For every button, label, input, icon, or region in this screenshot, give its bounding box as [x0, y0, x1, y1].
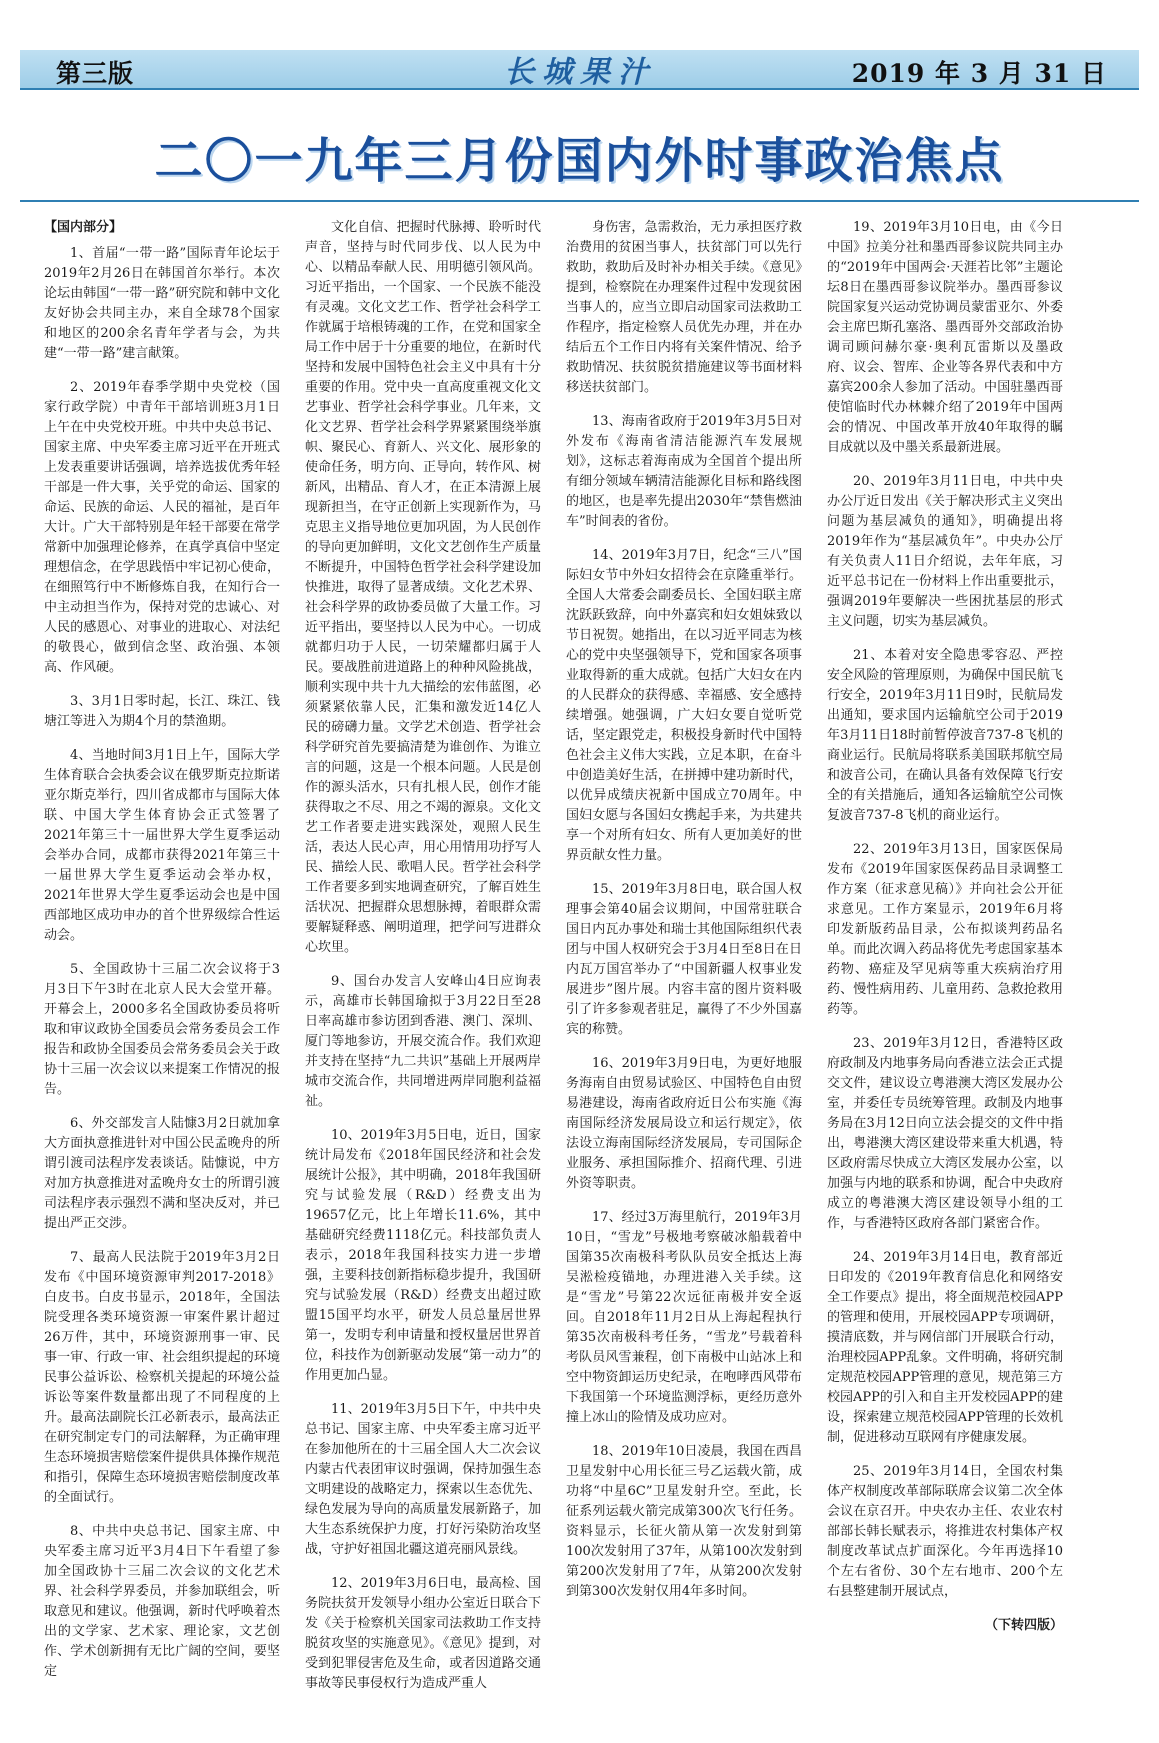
news-item: 14、2019年3月7日，纪念“三八”国际妇女节中外妇女招待会在京隆重举行。全国人大常委会副委员长、全国妇联主席沈跃跃致辞，向中外嘉宾和妇女姐妹致以节日祝贺。她指出，在以习近平同志为核心的党中央坚强领导下，党和国家各项事业取得新的重大成就。包括广大妇女在内的人民群众的获得感、幸福感、安全感持续增强。她强调，广大妇女要自觉听党话，坚定跟党走，积极投身新时代中国特色社会主义伟大实践，立足本职，在奋斗中创造美好生活，在拼搏中建功新时代，以优异成绩庆祝新中国成立70周年。中国妇女愿与各国妇女携起手来，为共建共享一个对所有妇女、所有人更加美好的世界贡献女性力量。 [566, 548, 802, 863]
continued-note: （下转四版） [984, 1618, 1063, 1633]
news-item: 10、2019年3月5日电，近日，国家统计局发布《2018年国民经济和社会发展统计公报》，其中明确，2018年我国研究与试验发展（R&D）经费支出为19657亿元，比上年增长11.6%，其中基础研究经费1118亿元。科技部负责人表示，2018年我国科技实力进一步增强，主要科技创新指标稳步提升，我国研究与试验发展（R&D）经费支出超过欧盟15国平均水平，研发人员总量居世界第一，发明专利申请量和授权量居世界首位，科技作为创新驱动发展“第一动力”的作用更加凸显。 [305, 1128, 541, 1383]
masthead-title: 长城果汁 [504, 55, 656, 90]
news-item: 4、当地时间3月1日上午，国际大学生体育联合会执委会议在俄罗斯克拉斯诺亚尔斯克举行，四川省成都市与国际大体联、中国大学生体育协会正式签署了2021年第三十一届世界大学生夏季运动会举办合同，成都市获得2021年第三十一届世界大学生夏季运动会举办权，2021年世界大学生夏季运动会也是中国西部地区成功申办的首个世界级综合性运动会。 [44, 748, 280, 943]
page-headline: 二〇一九年三月份国内外时事政治焦点 [154, 133, 1005, 189]
news-item: 5、全国政协十三届二次会议将于3月3日下午3时在北京人民大会堂开幕。开幕会上，2000多名全国政协委员将听取和审议政协全国委员会常务委员会工作报告和政协全国委员会常务委员会关于政协十三届一次会议以来提案工作情况的报告。 [44, 962, 280, 1097]
article-column-3 [566, 218, 802, 1728]
news-item: 11、2019年3月5日下午，中共中央总书记、国家主席、中央军委主席习近平在参加他所在的十三届全国人大二次会议内蒙古代表团审议时强调，保持加强生态文明建设的战略定力，探索以生态优先、绿色发展为导向的高质量发展新路子，加大生态系统保护力度，打好污染防治攻坚战，守护好祖国北疆这道亮丽风景线。 [305, 1402, 541, 1557]
news-item: 16、2019年3月9日电，为更好地服务海南自由贸易试验区、中国特色自由贸易港建设，海南省政府近日公布实施《海南国际经济发展局设立和运行规定》，依法设立海南国际经济发展局，专司国际企业服务、承担国际推介、招商代理、引进外资等职责。 [566, 1056, 802, 1191]
news-item: 身伤害，急需救治，无力承担医疗救治费用的贫困当事人，扶贫部门可以先行救助，救助后及时补办相关手续。《意见》提到，检察院在办理案件过程中发现贫困当事人的，应当立即启动国家司法救助工作程序，指定检察人员优先办理，并在办结后五个工作日内将有关案件情况、给予救助情况、扶贫脱贫措施建议等书面材料移送扶贫部门。 [566, 220, 802, 395]
news-item: 15、2019年3月8日电，联合国人权理事会第40届会议期间，中国常驻联合国日内瓦办事处和瑞士其他国际组织代表团与中国人权研究会于3月4日至8日在日内瓦万国宫举办了“中国新疆人权事业发展进步”图片展。内容丰富的图片资料吸引了许多参观者驻足，赢得了不少外国嘉宾的称赞。 [566, 882, 802, 1037]
news-item: 9、国台办发言人安峰山4日应询表示，高雄市长韩国瑜拟于3月22日至28日率高雄市参访团到香港、澳门、深圳、厦门等地参访，开展交流合作。我们欢迎并支持在坚持“九二共识”基础上开展两岸城市交流合作，共同增进两岸同胞利益福祉。 [305, 974, 541, 1109]
news-item: 13、海南省政府于2019年3月5日对外发布《海南省清洁能源汽车发展规划》，这标志着海南成为全国首个提出所有细分领域车辆清洁能源化目标和路线图的地区，也是率先提出2030年“禁售燃油车”时间表的省份。 [566, 414, 802, 529]
news-item: 18、2019年10日凌晨，我国在西昌卫星发射中心用长征三号乙运载火箭，成功将“中星6C”卫星发射升空。至此，长征系列运载火箭完成第300次飞行任务。资料显示，长征火箭从第一次发射到第100次发射用了37年，从第100次发射到第200次发射用了7年，从第200次发射到第300次发射仅用4年多时间。 [566, 1444, 802, 1599]
article-column-1 [44, 218, 280, 1728]
issue-date: 2019 年 3 月 31 日 [851, 59, 1107, 88]
news-item: 25、2019年3月14日，全国农村集体产权制度改革部际联席会议第二次全体会议在京召开。中央农办主任、农业农村部部长韩长赋表示，将推进农村集体产权制度改革试点扩面深化。今年再选择10个左右省份、30个左右地市、200个左右县整建制开展试点， [827, 1464, 1063, 1599]
news-item: 21、本着对安全隐患零容忍、严控安全风险的管理原则，为确保中国民航飞行安全，2019年3月11日9时，民航局发出通知，要求国内运输航空公司于2019年3月11日18时前暂停波音737-8飞机的商业运行。民航局将联系美国联邦航空局和波音公司，在确认具备有效保障飞行安全的有关措施后，通知各运输航空公司恢复波音737-8飞机的商业运行。 [827, 648, 1063, 823]
article-column-4 [827, 218, 1063, 1728]
news-item: 17、经过3万海里航行，2019年3月10日，“雪龙”号极地考察破冰船载着中国第35次南极科考队队员安全抵达上海吴淞检疫锚地，办理进港入关手续。这是“雪龙”号第22次远征南极并安全返回。自2018年11月2日从上海起程执行第35次南极科考任务，“雪龙”号载着科考队员风雪兼程，创下南极中山站冰上和空中物资卸运历史纪录，在咆哮西风带布下我国第一个环境监测浮标，更经历意外撞上冰山的险情及成功应对。 [566, 1210, 802, 1425]
news-item: 19、2019年3月10日电，由《今日中国》拉美分社和墨西哥参议院共同主办的“2019年中国两会·天涯若比邻”主题论坛8日在墨西哥参议院举办。墨西哥参议院国家复兴运动党协调员蒙雷亚尔、外委会主席巴斯孔塞洛、墨西哥外交部政治协调司顾问赫尔豪·奥利瓦雷斯以及墨政府、议会、智库、企业等各界代表和中方嘉宾200余人参加了活动。中国驻墨西哥使馆临时代办林棘介绍了2019年中国两会的情况、中国改革开放40年取得的瞩目成就以及中墨关系最新进展。 [827, 220, 1063, 455]
news-item: 24、2019年3月14日电，教育部近日印发的《2019年教育信息化和网络安全工作要点》提出，将全面规范校园APP的管理和使用，开展校园APP专项调研，摸清底数，并与网信部门开展联合行动，治理校园APP乱象。文件明确，将研究制定规范校园APP管理的意见，规范第三方校园APP的引入和自主开发校园APP的建设，探索建立规范校园APP管理的长效机制，促进移动互联网有序健康发展。 [827, 1250, 1063, 1445]
news-item: 22、2019年3月13日，国家医保局发布《2019年国家医保药品目录调整工作方案（征求意见稿）》并向社会公开征求意见。工作方案显示，2019年6月将印发新版药品目录，公布拟谈判药品名单。而此次调入药品将优先考虑国家基本药物、癌症及罕见病等重大疾病治疗用药、慢性病用药、儿童用药、急救抢救用药等。 [827, 842, 1063, 1017]
news-item: 2、2019年春季学期中央党校（国家行政学院）中青年干部培训班3月1日上午在中央党校开班。中共中央总书记、国家主席、中央军委主席习近平在开班式上发表重要讲话强调，培养选拔优秀年轻干部是一件大事，关乎党的命运、国家的命运、民族的命运、人民的福祉，是百年大计。广大干部特别是年轻干部要在常学常新中加强理论修养，在真学真信中坚定理想信念，在学思践悟中牢记初心使命，在细照笃行中不断修炼自我，在知行合一中主动担当作为，保持对党的忠诚心、对人民的感恩心、对事业的进取心、对法纪的敬畏心，做到信念坚、政治强、本领高、作风硬。 [44, 380, 280, 675]
masthead-bar [20, 50, 1139, 90]
article-column-2 [305, 218, 541, 1728]
news-item: 文化自信、把握时代脉搏、聆听时代声音，坚持与时代同步伐、以人民为中心、以精品奉献人民、用明德引领风尚。习近平指出，一个国家、一个民族不能没有灵魂。文化文艺工作、哲学社会科学工作就属于培根铸魂的工作，在党和国家全局工作中居于十分重要的地位，在新时代坚持和发展中国特色社会主义中具有十分重要的作用。党中央一直高度重视文化文艺事业、哲学社会科学事业。几年来，文化文艺界、哲学社会科学界紧紧围绕举旗帜、聚民心、育新人、兴文化、展形象的使命任务，明方向、正导向，转作风、树新风，出精品、育人才，在正本清源上展现新担当，在守正创新上实现新作为，马克思主义指导地位更加巩固，为人民创作的导向更加鲜明，文化文艺创作生产质量不断提升，中国特色哲学社会科学建设加快推进，取得了显著成绩。文化艺术界、社会科学界的政协委员做了大量工作。习近平指出，要坚持以人民为中心。一切成就都归功于人民，一切荣耀都归属于人民。要战胜前进道路上的种种风险挑战，顺利实现中共十九大描绘的宏伟蓝图，必须紧紧依靠人民，汇集和激发近14亿人民的磅礴力量。文学艺术创造、哲学社会科学研究首先要搞清楚为谁创作、为谁立言的问题，这是一个根本问题。人民是创作的源头活水，只有扎根人民，创作才能获得取之不尽、用之不竭的源泉。文化文艺工作者要走进实践深处，观照人民生活，表达人民心声，用心用情用功抒写人民、描绘人民、歌唱人民。哲学社会科学工作者要多到实地调查研究，了解百姓生活状况、把握群众思想脉搏，着眼群众需要解疑释惑、阐明道理，把学问写进群众心坎里。 [305, 220, 541, 955]
news-item: 1、首届“一带一路”国际青年论坛于2019年2月26日在韩国首尔举行。本次论坛由韩国“一带一路”研究院和韩中文化友好协会共同主办，来自全球78个国家和地区的200余名青年学者与会，为共建“一带一路”建言献策。 [44, 246, 280, 361]
section-label: 第三版 [56, 59, 135, 88]
news-item: 12、2019年3月6日电，最高检、国务院扶贫开发领导小组办公室近日联合下发《关于检察机关国家司法救助工作支持脱贫攻坚的实施意见》。《意见》提到，对受到犯罪侵害危及生命，或者因道路交通事故等民事侵权行为造成严重人 [305, 1576, 541, 1691]
headline-divider [20, 200, 1139, 202]
news-item: 6、外交部发言人陆慷3月2日就加拿大方面执意推进针对中国公民孟晚舟的所谓引渡司法程序发表谈话。陆慷说，中方对加方执意推进对孟晚舟女士的所谓引渡司法程序表示强烈不满和坚决反对，并已提出严正交涉。 [44, 1116, 280, 1231]
news-item: 3、3月1日零时起，长江、珠江、钱塘江等进入为期4个月的禁渔期。 [44, 694, 280, 729]
news-item: 8、中共中央总书记、国家主席、中央军委主席习近平3月4日下午看望了参加全国政协十三届二次会议的文化艺术界、社会科学界委员，并参加联组会，听取意见和建议。他强调，新时代呼唤着杰出的文学家、艺术家、理论家，文艺创作、学术创新拥有无比广阔的空间，要坚定 [44, 1524, 280, 1679]
news-item: 7、最高人民法院于2019年3月2日发布《中国环境资源审判2017-2018》白皮书。白皮书显示，2018年，全国法院受理各类环境资源一审案件累计超过26万件，其中，环境资源刑事一审、民事一审、行政一审、社会组织提起的环境民事公益诉讼、检察机关提起的环境公益诉讼等案件数量都出现了不同程度的上升。最高法副院长江必新表示，最高法正在研究制定专门的司法解释，为正确审理生态环境损害赔偿案件提供具体操作规范和指引，保障生态环境损害赔偿制度改革的全面试行。 [44, 1250, 280, 1505]
news-item: 20、2019年3月11日电，中共中央办公厅近日发出《关于解决形式主义突出问题为基层减负的通知》，明确提出将2019年作为“基层减负年”。中央办公厅有关负责人11日介绍说，去年年底，习近平总书记在一份材料上作出重要批示，强调2019年要解决一些困扰基层的形式主义问题，切实为基层减负。 [827, 474, 1063, 629]
section-heading: 【国内部分】 [44, 220, 123, 235]
news-item: 23、2019年3月12日，香港特区政府政制及内地事务局向香港立法会正式提交文件，建议设立粤港澳大湾区发展办公室，并委任专员统筹管理。政制及内地事务局在3月12日向立法会提交的文件中指出，粤港澳大湾区建设带来重大机遇，特区政府需尽快成立大湾区发展办公室，以加强与内地的联系和协调，配合中央政府成立的粤港澳大湾区建设领导小组的工作，与香港特区政府各部门紧密合作。 [827, 1036, 1063, 1231]
